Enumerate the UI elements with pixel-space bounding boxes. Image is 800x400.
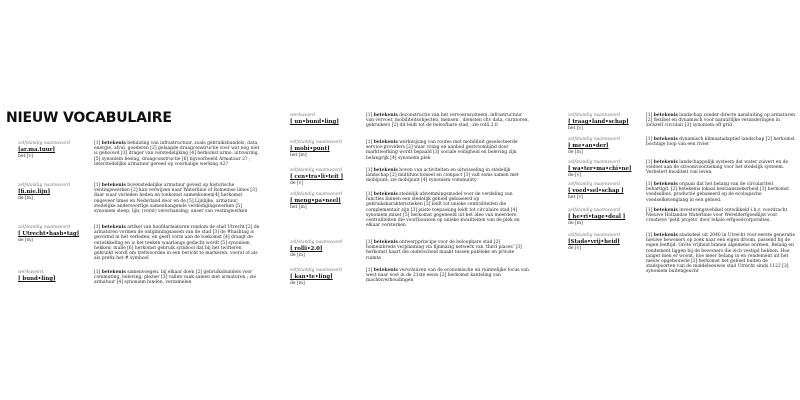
definition: [1] betekenis ontwerpprincipe voor de beloopbare stad [2] homeinbrede verplanning via fijnmazig netwerk van 'third places' [3] herkomst kaart die onderscheid maakt tussen publieke en private ruimte <box>366 240 522 261</box>
article: het [m] <box>290 153 307 158</box>
part-of-speech: zelfstandig naamwoord <box>568 233 621 238</box>
definition: [1] betekenis investeringsvehikel ontwikkeld i.h.v. voordracht Nieuwe Hollandse Waterlinie voor Werelderfgoedlijst voor creatieve 'petit projets' door lokale erfgoedcorporaties. <box>646 208 788 224</box>
definition: [1] betekenis werkwijsing van routes met mobiliteit geselecteerde service-providers [2] waar vraag en aanbod gestroomlijnd door marktwerking wordt bepaald [3] sociale veiligheid en beleving zijn belangrijk [4] synoniem plek <box>366 140 518 161</box>
definition: [1] betekenis orgaan dat het belang van de circulariteit behartigd. [2] betekenis lokaal bestaanszekerheid [3] herkomst voedselbos, productie gebaseerd op de ecologische voedselketenglang in een gebied. <box>646 182 789 203</box>
part-of-speech: zelfstandig naamwoord <box>290 168 343 173</box>
article: het [v] <box>568 195 583 200</box>
definition: [1] betekenis stadsdeel uit 2040 in Utrecht voor eerste generatie nieuwe bewoners op zoek naar een eigen droom, passend bij de eigen leeftijd. Grote vrijheid binnen algemene normen. Belang en rendement liggen bij de bewoners die zich vestigd hebben. Hoe langer men er woont, hoe meer belang in en rendement uit het nieuw opgebouwde [2] herkomst het gebied buiten de stadspoorten van de middeleeuwse stad Utrecht sinds 1122 [3] synoniem buitengeucht <box>646 233 796 275</box>
definition: [1] betekenis artikel van hoofdarmaturen rondom de stad Utrecht [2] de armaturen vormen de ontginningsassen van de stad [3] de #hashtag is gevormd in het verleden, en geeft vorm aan de toekomst [4] draagt de ontwikkeling en is het teeken waarlangs gedacht wordt [5] synoniem hekken; mulle [6] herkomst gebruik symbool dat bij het twitteren gebruikt wordt om trefwoorden in een bericht te markeren, vooral of als als prefix het # symbool <box>94 225 260 262</box>
article: de [m] <box>568 150 583 155</box>
term: [ kan•te•ling] <box>290 274 333 280</box>
term: [ bund•ling] <box>18 276 56 282</box>
article: de [m] <box>568 221 583 226</box>
term: [ar.ma.tuur] <box>18 147 56 153</box>
article: de [v] <box>568 246 582 251</box>
part-of-speech: zelfstandig naamwoord <box>568 113 621 118</box>
article: de [v] <box>290 181 304 186</box>
definition: [1] betekenis dynamisch klimaatadaptief landschap [2] herkomst bochtige loop van een rivier <box>646 137 795 148</box>
article: het [v] <box>18 154 33 159</box>
term: [ voed•sel•schap ] <box>568 188 624 194</box>
term: [ he•ri•tage•deal ] <box>568 214 626 220</box>
term: [fi.nie.lijn] <box>18 189 51 195</box>
part-of-speech: zelfstandig naamwoord <box>568 182 621 187</box>
part-of-speech: zelfstandig naamwoord <box>18 141 71 146</box>
part-of-speech: werkwoord <box>18 270 44 275</box>
term: [ cen•tra•li•teit ] <box>290 174 344 180</box>
article: het [m] <box>290 205 307 210</box>
article: de [m] <box>18 238 33 243</box>
term: [ mobi•punt] <box>290 146 330 152</box>
part-of-speech: zelfstandig naamwoord <box>290 268 343 273</box>
definition: [1] betekenis stedelijk afstemmingsmodel voor de verdeling van functies binnen een stedelijk gebied gebaseerd op gebruikskarakteristieken [2] leidt tot unieke centraliteiten die complementair zijn [3] juiste toepassing leidt tot circulaire stad [4] synoniem mixer [5] herkomst gegeneeld uit het idee van meerdere centraliteiten die voortbouwen op unieke kwaliteiten van de plek en elkaar versterken <box>366 192 520 229</box>
page-title: NIEUW VOCABULAIRE <box>6 110 172 126</box>
definition: [1] betekenis samenvoegen, bij elkaar doen [2] gebruiksbundels voor commuting, beleving, plezier [3] vallen vaak samen met armaturen ; zie armatuur [4] synoniem binden, verzamelen <box>94 270 257 286</box>
definition: [1] betekenis behuizing van infrastructuur, zoals gebruiksbundels, data, energie, afval, goederen [2] gelaagde draagconstructie voor wat nog niet is gebouwd [3] drager van verstedelijking [4] herkomst armo. uitvouring, [5] synoniem beslag, draagconstructie [6] bijvoorbeeld Armatuur 2? ; interstedelijke armatuur gereed op voorbalige werking A2? <box>94 141 260 167</box>
term: [ traag•land•schap] <box>568 119 629 125</box>
part-of-speech: zelfstandig naamwoord <box>568 137 621 142</box>
definition: [1] betekenis boven van activiteiten en uitwisseling in stedelijk landschap [2] multifunctioneel en compact [3] valt soms samen met mobipunt; zie mobipunt [4] synoniem community <box>366 168 519 184</box>
part-of-speech: zelfstandig naamwoord <box>18 183 71 188</box>
part-of-speech: zelfstandig naamwoord <box>568 208 621 213</box>
definition: [1] betekenis deconstructie van het vervoerssysteem: infrastructuur van vervoer, mobiliteitsobjecten, mensen , diensten chv data, curatoren, gebruikers [2] dit leidt tot de beloofbare stad ; zie rolli 2.0 <box>366 113 529 129</box>
article: de [m] <box>290 281 305 286</box>
part-of-speech: zelfstandig naamwoord <box>290 240 343 245</box>
term: [ un•bund•ling] <box>290 119 339 125</box>
definition: [1] betekenis verschuiven van de economische en ruimtelijke focus van west naar oost in de 21ste eeuw [2] herkomst kanteling van machtsverhoudingen <box>366 268 529 284</box>
term: [ meng•pa•neel] <box>290 198 341 204</box>
article: de [v] <box>568 173 582 178</box>
definition: [1] betekenis landschappelijk systeem dat water zuivert en de voldoet aan de stroomvoorziening voor het stedelijk systeem. Verbetert kwaliteit van leven. <box>646 160 789 176</box>
part-of-speech: zelfstandig naamwoord <box>290 192 343 197</box>
definition: [1] betekenis landschap zonder directe aansluiting op armaturen [2] flexibel en dynamisch voor natuurlijke veranderingen in zichzelf circulair [3] synoniem off grid <box>646 113 795 129</box>
part-of-speech: zelfstandig naamwoord <box>290 140 343 145</box>
term: [ Utrecht•hash•tag] <box>18 231 80 237</box>
part-of-speech: werkwoord <box>290 113 316 118</box>
term: [ me•an•der] <box>568 143 609 149</box>
term: [Stads•vrij•heid] <box>568 239 620 245</box>
article: de [m] <box>290 253 305 258</box>
part-of-speech: zelfstandig naamwoord <box>18 225 71 230</box>
article: het [v] <box>568 126 583 131</box>
definition: [1] betekenis bovenstedelijke armatuur gevest op historische ventingswerken [2] kan verwijzen naar Waterlinie of Romeinse limes [3] daar waar verleden heden en toekomst samenkomen[4] herkomst ongeveer limes en Nederland door en de [5] Lijnlijke, armatuur, stedelijke andersoortige samenhangende verdedigingswerken [5] synoniem steep; lijn; (vorst) verschansing; unser van vestingwerken <box>94 183 257 215</box>
term: [ rolli•2.0] <box>290 246 323 252</box>
part-of-speech: zelfstandig naamwoord <box>568 160 621 165</box>
article: de [m] <box>18 196 33 201</box>
term: [ wa•ter•ma•chi•ne] <box>568 166 632 172</box>
